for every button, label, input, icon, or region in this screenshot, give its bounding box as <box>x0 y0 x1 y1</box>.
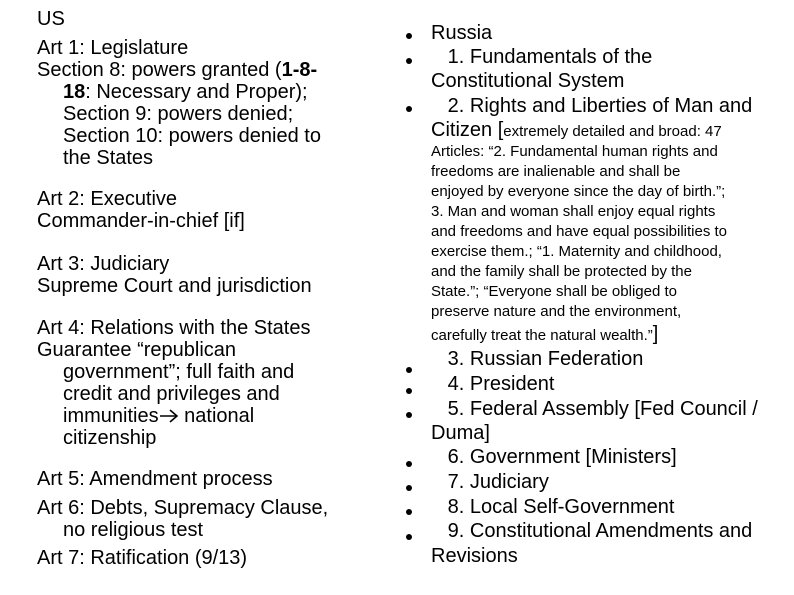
russia-ch2-detail-8: preserve nature and the environment, <box>431 303 682 320</box>
russia-ch2-detail-5: exercise them.; “1. Maternity and childhood, <box>431 243 722 260</box>
russia-ch2-detail-1: freedoms are inalienable and shall be <box>431 163 681 180</box>
art1-section10-cont: the States <box>63 147 154 169</box>
arrow-right-icon <box>159 409 179 423</box>
bullet-dot <box>406 388 412 394</box>
bullet-dot <box>406 58 412 64</box>
russia-ch2-detail-3: 3. Man and woman shall enjoy equal rights <box>431 203 716 220</box>
russia-heading: Russia <box>431 22 493 44</box>
art4-guarantee: Guarantee “republican <box>37 339 237 361</box>
russia-ch5: 5. Federal Assembly [Fed Council / <box>447 398 758 420</box>
art2-detail: Commander-in-chief [if] <box>37 210 245 232</box>
russia-ch4: 4. President <box>447 373 555 395</box>
russia-ch2: 2. Rights and Liberties of Man and <box>447 95 753 117</box>
bullet-dot <box>406 485 412 491</box>
us-heading: US <box>37 8 65 30</box>
russia-ch2-detail-9: carefully treat the natural wealth.”] <box>431 323 659 345</box>
russia-ch1-cont: Constitutional System <box>431 70 625 92</box>
art1-section9: Section 9: powers denied; <box>63 103 294 125</box>
russia-ch2-cont: Citizen [extremely detailed and broad: 47 <box>431 119 722 141</box>
russia-ch2-detail-2: enjoyed by everyone since the day of birth.”; <box>431 183 726 200</box>
russia-ch7: 7. Judiciary <box>447 471 549 493</box>
russia-ch1: 1. Fundamentals of the <box>447 46 653 68</box>
bullet-dot <box>406 461 412 467</box>
art3-title: Art 3: Judiciary <box>37 253 170 275</box>
art1-title: Art 1: Legislature <box>37 37 189 59</box>
art4-line3: government”; full faith and <box>63 361 295 383</box>
art6-detail: no religious test <box>63 519 204 541</box>
russia-ch2-detail-4: and freedoms and have equal possibilities to <box>431 223 728 240</box>
bullet-dot <box>406 412 412 418</box>
russia-ch8: 8. Local Self-Government <box>447 496 675 518</box>
russia-ch6: 6. Government [Ministers] <box>447 446 677 468</box>
russia-ch9: 9. Constitutional Amendments and <box>447 520 753 542</box>
bullet-dot <box>406 106 412 112</box>
art1-section10: Section 10: powers denied to <box>63 125 321 147</box>
art1-necessary-proper: 18: Necessary and Proper); <box>63 81 308 103</box>
art4-line6: citizenship <box>63 427 157 449</box>
russia-ch3: 3. Russian Federation <box>447 348 644 370</box>
art4-line4: credit and privileges and <box>63 383 280 405</box>
russia-ch9-cont: Revisions <box>431 545 518 567</box>
bullet-dot <box>406 33 412 39</box>
art2-title: Art 2: Executive <box>37 188 178 210</box>
art1-section8: Section 8: powers granted (1-8- <box>37 59 318 81</box>
russia-ch2-detail-7: State.”; “Everyone shall be obliged to <box>431 283 677 300</box>
bullet-dot <box>406 367 412 373</box>
russia-ch2-detail-0: Articles: “2. Fundamental human rights and <box>431 143 718 160</box>
art7-title: Art 7: Ratification (9/13) <box>37 547 248 569</box>
art6-title: Art 6: Debts, Supremacy Clause, <box>37 497 329 519</box>
bullet-dot <box>406 534 412 540</box>
russia-ch5-cont: Duma] <box>431 422 490 444</box>
art3-detail: Supreme Court and jurisdiction <box>37 275 312 297</box>
art5-title: Art 5: Amendment process <box>37 468 273 490</box>
art4-title: Art 4: Relations with the States <box>37 317 311 339</box>
russia-ch2-detail-6: and the family shall be protected by the <box>431 263 692 280</box>
art4-line5: immunities national <box>63 405 255 427</box>
bullet-dot <box>406 509 412 515</box>
